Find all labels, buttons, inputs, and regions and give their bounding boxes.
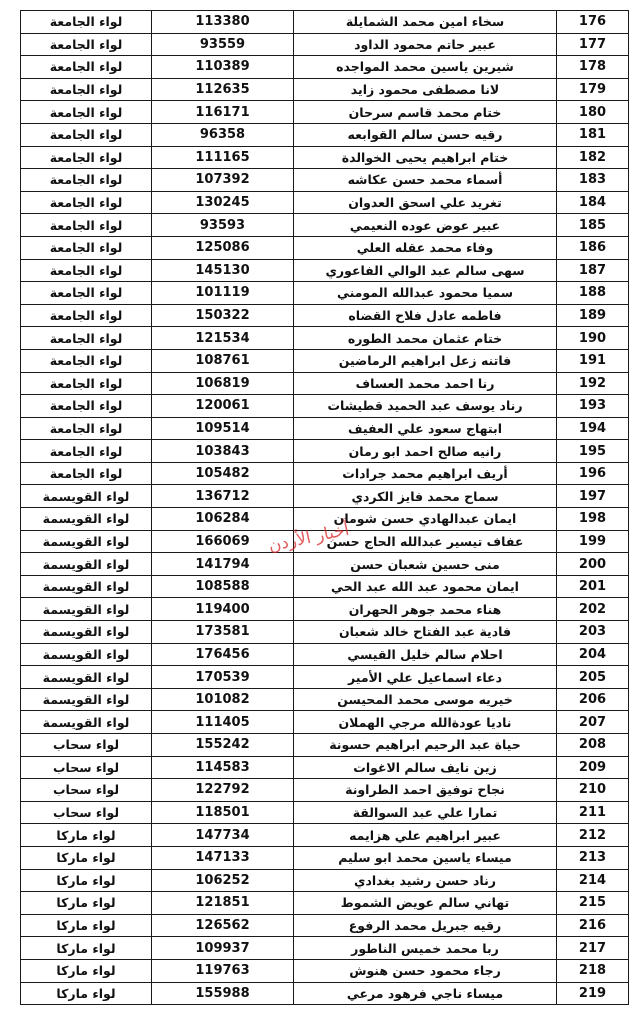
district-cell: لواء القويسمة: [21, 621, 152, 644]
district-cell: لواء ماركا: [21, 914, 152, 937]
name-cell: رناد يوسف عبد الحميد قطيشات: [294, 395, 557, 418]
name-cell: ختام عثمان محمد الطوره: [294, 327, 557, 350]
id-cell: 109937: [152, 937, 294, 960]
table-row: [21, 824, 629, 847]
row-number-cell: 195: [557, 440, 629, 463]
name-cell: ناديا عودةالله مرجي الهملان: [294, 711, 557, 734]
id-cell: 150322: [152, 304, 294, 327]
row-number-cell: 210: [557, 779, 629, 802]
id-cell: 118501: [152, 801, 294, 824]
name-cell: ميساء ناجي فرهود مرعي: [294, 982, 557, 1005]
id-cell: 119400: [152, 598, 294, 621]
district-cell: لواء الجامعة: [21, 146, 152, 169]
row-number-cell: 189: [557, 304, 629, 327]
id-cell: 111405: [152, 711, 294, 734]
table-row: [21, 621, 629, 644]
district-cell: لواء القويسمة: [21, 530, 152, 553]
row-number-cell: 212: [557, 824, 629, 847]
id-cell: 166069: [152, 530, 294, 553]
watermark: أخبار الأردن: [266, 519, 352, 557]
district-cell: لواء الجامعة: [21, 282, 152, 305]
name-cell: تهاني سالم عويض الشموط: [294, 892, 557, 915]
row-number-cell: 181: [557, 123, 629, 146]
row-number-cell: 180: [557, 101, 629, 124]
district-cell: لواء ماركا: [21, 937, 152, 960]
name-cell: زين نايف سالم الاغوات: [294, 756, 557, 779]
name-cell: تمارا علي عبد السوالقة: [294, 801, 557, 824]
district-cell: لواء الجامعة: [21, 259, 152, 282]
row-number-cell: 194: [557, 417, 629, 440]
table-row: [21, 33, 629, 56]
district-cell: لواء القويسمة: [21, 575, 152, 598]
table-row: [21, 146, 629, 169]
name-cell: رناد حسن رشيد بغدادي: [294, 869, 557, 892]
name-cell: رقيه جبريل محمد الرفوع: [294, 914, 557, 937]
table-row: [21, 304, 629, 327]
name-cell: رنا احمد محمد العساف: [294, 372, 557, 395]
row-number-cell: 205: [557, 666, 629, 689]
name-cell: ختام محمد قاسم سرحان: [294, 101, 557, 124]
row-number-cell: 188: [557, 282, 629, 305]
row-number-cell: 190: [557, 327, 629, 350]
name-cell: حياة عبد الرحيم ابراهيم حسونة: [294, 734, 557, 757]
district-cell: لواء الجامعة: [21, 101, 152, 124]
district-cell: لواء سحاب: [21, 734, 152, 757]
row-number-cell: 209: [557, 756, 629, 779]
id-cell: 141794: [152, 553, 294, 576]
id-cell: 126562: [152, 914, 294, 937]
table-row: [21, 485, 629, 508]
table-row: [21, 395, 629, 418]
table-row: [21, 779, 629, 802]
name-cell: سهى سالم عبد الوالي الفاعوري: [294, 259, 557, 282]
table-row: [21, 259, 629, 282]
table-row: [21, 756, 629, 779]
district-cell: لواء القويسمة: [21, 643, 152, 666]
name-cell: وفاء محمد عقله العلي: [294, 236, 557, 259]
district-cell: لواء الجامعة: [21, 33, 152, 56]
table-row: [21, 327, 629, 350]
row-number-cell: 216: [557, 914, 629, 937]
id-cell: 108588: [152, 575, 294, 598]
district-cell: لواء القويسمة: [21, 485, 152, 508]
id-cell: 96358: [152, 123, 294, 146]
id-cell: 125086: [152, 236, 294, 259]
row-number-cell: 193: [557, 395, 629, 418]
id-cell: 121851: [152, 892, 294, 915]
row-number-cell: 185: [557, 214, 629, 237]
district-cell: لواء الجامعة: [21, 11, 152, 34]
table-row: [21, 56, 629, 79]
id-cell: 147734: [152, 824, 294, 847]
district-cell: لواء سحاب: [21, 801, 152, 824]
id-cell: 106284: [152, 508, 294, 531]
row-number-cell: 207: [557, 711, 629, 734]
name-cell: ابتهاج سعود علي العفيف: [294, 417, 557, 440]
table-row: [21, 236, 629, 259]
district-cell: لواء سحاب: [21, 779, 152, 802]
id-cell: 176456: [152, 643, 294, 666]
name-cell: أسماء محمد حسن عكاشه: [294, 169, 557, 192]
district-cell: لواء الجامعة: [21, 372, 152, 395]
row-number-cell: 211: [557, 801, 629, 824]
name-cell: احلام سالم خليل القيسي: [294, 643, 557, 666]
name-cell: تغريد علي اسحق العدوان: [294, 191, 557, 214]
district-cell: لواء القويسمة: [21, 688, 152, 711]
district-cell: لواء القويسمة: [21, 711, 152, 734]
id-cell: 113380: [152, 11, 294, 34]
district-cell: لواء الجامعة: [21, 327, 152, 350]
name-cell: ربا محمد خميس الناطور: [294, 937, 557, 960]
names-table-container: [20, 10, 624, 1005]
row-number-cell: 218: [557, 959, 629, 982]
row-number-cell: 176: [557, 11, 629, 34]
name-cell: أريف ابراهيم محمد جرادات: [294, 462, 557, 485]
district-cell: لواء ماركا: [21, 824, 152, 847]
name-cell: سخاء امين محمد الشمايلة: [294, 11, 557, 34]
row-number-cell: 206: [557, 688, 629, 711]
district-cell: لواء الجامعة: [21, 191, 152, 214]
table-row: [21, 688, 629, 711]
district-cell: لواء القويسمة: [21, 508, 152, 531]
row-number-cell: 215: [557, 892, 629, 915]
row-number-cell: 187: [557, 259, 629, 282]
row-number-cell: 184: [557, 191, 629, 214]
table-row: [21, 734, 629, 757]
row-number-cell: 196: [557, 462, 629, 485]
district-cell: لواء ماركا: [21, 869, 152, 892]
table-row: [21, 191, 629, 214]
id-cell: 112635: [152, 78, 294, 101]
district-cell: لواء الجامعة: [21, 169, 152, 192]
name-cell: ايمان عبدالهادي حسن شومان: [294, 508, 557, 531]
name-cell: لانا مصطفى محمود زايد: [294, 78, 557, 101]
id-cell: 111165: [152, 146, 294, 169]
id-cell: 116171: [152, 101, 294, 124]
id-cell: 105482: [152, 462, 294, 485]
id-cell: 107392: [152, 169, 294, 192]
table-row: [21, 282, 629, 305]
table-row: [21, 575, 629, 598]
table-row: [21, 643, 629, 666]
district-cell: لواء القويسمة: [21, 553, 152, 576]
name-cell: رقيه حسن سالم القوابعه: [294, 123, 557, 146]
id-cell: 101082: [152, 688, 294, 711]
table-row: [21, 169, 629, 192]
id-cell: 136712: [152, 485, 294, 508]
name-cell: شيرين ياسين محمد المواجده: [294, 56, 557, 79]
district-cell: لواء الجامعة: [21, 349, 152, 372]
id-cell: 121534: [152, 327, 294, 350]
table-row: [21, 959, 629, 982]
row-number-cell: 186: [557, 236, 629, 259]
id-cell: 155242: [152, 734, 294, 757]
table-row: [21, 711, 629, 734]
district-cell: لواء القويسمة: [21, 598, 152, 621]
id-cell: 145130: [152, 259, 294, 282]
row-number-cell: 202: [557, 598, 629, 621]
row-number-cell: 177: [557, 33, 629, 56]
id-cell: 106819: [152, 372, 294, 395]
id-cell: 109514: [152, 417, 294, 440]
district-cell: لواء الجامعة: [21, 440, 152, 463]
district-cell: لواء ماركا: [21, 959, 152, 982]
name-cell: منى حسين شعبان حسن: [294, 553, 557, 576]
name-cell: ميساء ياسين محمد ابو سليم: [294, 846, 557, 869]
row-number-cell: 208: [557, 734, 629, 757]
table-row: [21, 417, 629, 440]
id-cell: 103843: [152, 440, 294, 463]
row-number-cell: 200: [557, 553, 629, 576]
district-cell: لواء الجامعة: [21, 462, 152, 485]
id-cell: 93593: [152, 214, 294, 237]
row-number-cell: 191: [557, 349, 629, 372]
id-cell: 108761: [152, 349, 294, 372]
name-cell: عبير ابراهيم علي هزايمه: [294, 824, 557, 847]
table-row: [21, 349, 629, 372]
table-row: [21, 982, 629, 1005]
name-cell: سميا محمود عبدالله المومني: [294, 282, 557, 305]
district-cell: لواء سحاب: [21, 756, 152, 779]
id-cell: 155988: [152, 982, 294, 1005]
row-number-cell: 178: [557, 56, 629, 79]
name-cell: ختام ابراهيم يحيى الخوالدة: [294, 146, 557, 169]
name-cell: خيريه موسى محمد المحيسن: [294, 688, 557, 711]
table-row: [21, 892, 629, 915]
table-row: [21, 937, 629, 960]
table-row: [21, 846, 629, 869]
district-cell: لواء الجامعة: [21, 236, 152, 259]
district-cell: لواء ماركا: [21, 892, 152, 915]
row-number-cell: 201: [557, 575, 629, 598]
id-cell: 93559: [152, 33, 294, 56]
district-cell: لواء الجامعة: [21, 395, 152, 418]
id-cell: 114583: [152, 756, 294, 779]
name-cell: فادية عبد الفتاح خالد شعبان: [294, 621, 557, 644]
row-number-cell: 204: [557, 643, 629, 666]
district-cell: لواء الجامعة: [21, 78, 152, 101]
district-cell: لواء الجامعة: [21, 214, 152, 237]
name-cell: ايمان محمود عبد الله عبد الحي: [294, 575, 557, 598]
district-cell: لواء الجامعة: [21, 123, 152, 146]
table-row: [21, 11, 629, 34]
id-cell: 101119: [152, 282, 294, 305]
name-cell: هناء محمد جوهر الحهران: [294, 598, 557, 621]
table-row: [21, 440, 629, 463]
table-row: [21, 914, 629, 937]
district-cell: لواء الجامعة: [21, 56, 152, 79]
row-number-cell: 198: [557, 508, 629, 531]
table-row: [21, 666, 629, 689]
row-number-cell: 213: [557, 846, 629, 869]
name-cell: رجاء محمود حسن هنوش: [294, 959, 557, 982]
row-number-cell: 183: [557, 169, 629, 192]
name-cell: نجاح توفيق احمد الطراونة: [294, 779, 557, 802]
name-cell: عبير حاتم محمود الداود: [294, 33, 557, 56]
district-cell: لواء ماركا: [21, 846, 152, 869]
table-row: [21, 801, 629, 824]
table-row: [21, 78, 629, 101]
name-cell: رانيه صالح احمد ابو رمان: [294, 440, 557, 463]
table-row: [21, 462, 629, 485]
id-cell: 106252: [152, 869, 294, 892]
id-cell: 110389: [152, 56, 294, 79]
id-cell: 119763: [152, 959, 294, 982]
id-cell: 130245: [152, 191, 294, 214]
name-cell: سماح محمد فايز الكردي: [294, 485, 557, 508]
row-number-cell: 217: [557, 937, 629, 960]
row-number-cell: 197: [557, 485, 629, 508]
row-number-cell: 182: [557, 146, 629, 169]
district-cell: لواء القويسمة: [21, 666, 152, 689]
name-cell: دعاء اسماعيل علي الأمير: [294, 666, 557, 689]
row-number-cell: 199: [557, 530, 629, 553]
table-row: [21, 214, 629, 237]
id-cell: 170539: [152, 666, 294, 689]
district-cell: لواء ماركا: [21, 982, 152, 1005]
names-table: [20, 10, 629, 1005]
district-cell: لواء الجامعة: [21, 417, 152, 440]
name-cell: عبير عوض عوده النعيمي: [294, 214, 557, 237]
id-cell: 120061: [152, 395, 294, 418]
row-number-cell: 179: [557, 78, 629, 101]
id-cell: 122792: [152, 779, 294, 802]
name-cell: عفاف تيسير عبدالله الحاج حسن: [294, 530, 557, 553]
id-cell: 173581: [152, 621, 294, 644]
table-row: [21, 123, 629, 146]
row-number-cell: 203: [557, 621, 629, 644]
id-cell: 147133: [152, 846, 294, 869]
name-cell: فاتنه زعل ابراهيم الرماضين: [294, 349, 557, 372]
name-cell: فاطمه عادل فلاح القضاه: [294, 304, 557, 327]
table-row: [21, 598, 629, 621]
row-number-cell: 214: [557, 869, 629, 892]
table-row: [21, 553, 629, 576]
district-cell: لواء الجامعة: [21, 304, 152, 327]
table-row: [21, 101, 629, 124]
table-row: [21, 372, 629, 395]
row-number-cell: 192: [557, 372, 629, 395]
names-table-body: [21, 11, 629, 1005]
row-number-cell: 219: [557, 982, 629, 1005]
table-row: [21, 869, 629, 892]
